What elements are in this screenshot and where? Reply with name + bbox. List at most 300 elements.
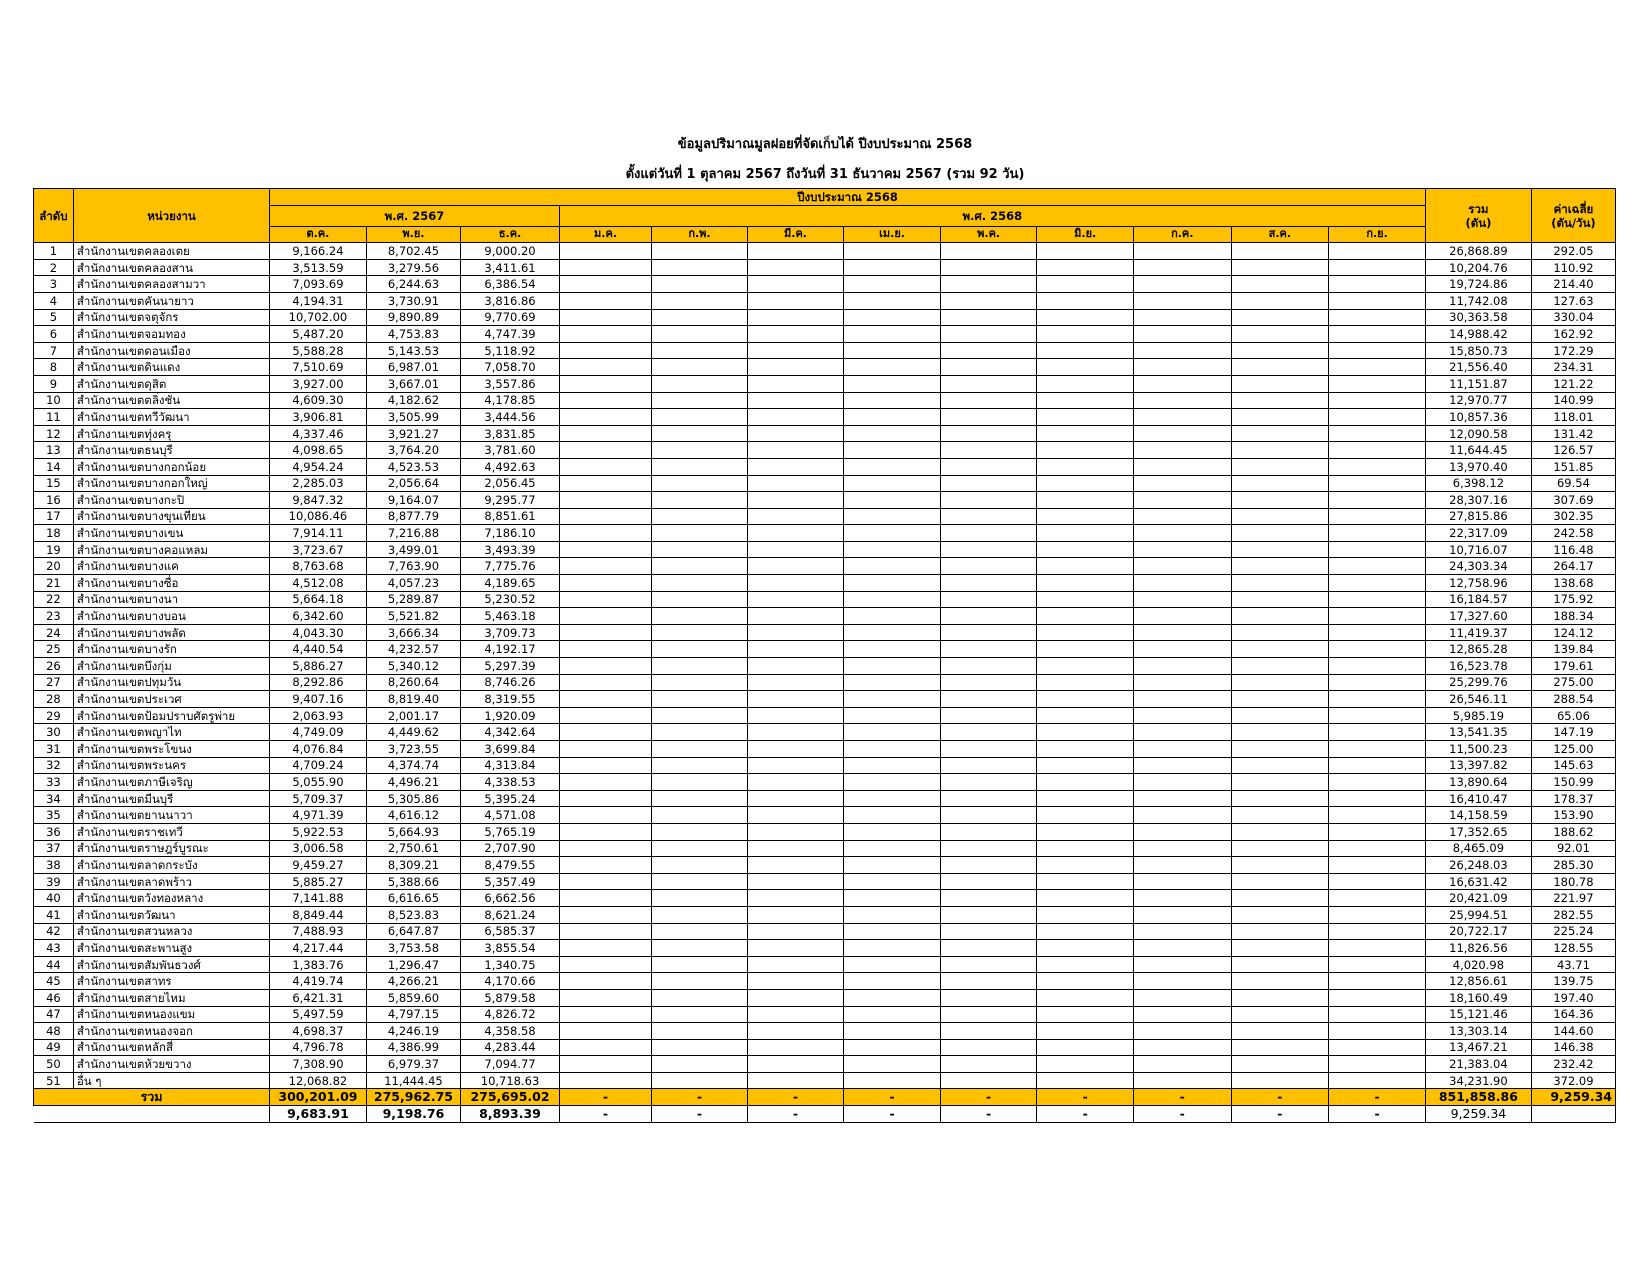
row-total: 14,988.42 [1425,326,1531,343]
row-month-empty [559,624,651,641]
row-month-empty [940,309,1037,326]
row-month-empty [559,1023,651,1040]
row-avg: 285.30 [1531,857,1615,874]
row-month-empty [747,409,844,426]
row-month-empty [652,774,748,791]
row-total: 12,970.77 [1425,392,1531,409]
row-month-empty [940,906,1037,923]
row-month-empty [1231,823,1329,840]
table-row [34,906,1616,923]
row-month-value: 5,487.20 [270,326,367,343]
row-avg: 124.12 [1531,624,1615,641]
row-month-value: 4,246.19 [366,1023,460,1040]
row-month-value: 3,444.56 [461,409,560,426]
row-avg: 139.84 [1531,641,1615,658]
row-total: 26,248.03 [1425,857,1531,874]
row-month-empty [844,375,941,392]
row-month-empty [940,425,1037,442]
row-total: 4,020.98 [1425,956,1531,973]
row-month-value: 5,297.39 [461,658,560,675]
row-month-value: 10,086.46 [270,508,367,525]
row-month-value: 4,797.15 [366,1006,460,1023]
row-total: 16,631.42 [1425,873,1531,890]
row-month-empty [747,790,844,807]
row-month-value: 3,764.20 [366,442,460,459]
row-month-value: 4,449.62 [366,724,460,741]
row-month-empty [1231,375,1329,392]
row-total: 28,307.16 [1425,492,1531,509]
row-month-empty [559,940,651,957]
row-seq: 19 [34,541,74,558]
row-month-empty [844,674,941,691]
month-header: พ.ย. [366,226,460,243]
row-month-value: 9,295.77 [461,492,560,509]
row-month-empty [747,1056,844,1073]
row-month-value: 3,927.00 [270,375,367,392]
row-month-value: 7,186.10 [461,525,560,542]
row-month-empty [559,409,651,426]
row-month-value: 9,847.32 [270,492,367,509]
row-month-empty [652,558,748,575]
row-month-empty [747,359,844,376]
row-month-empty [1329,292,1426,309]
row-month-empty [1231,757,1329,774]
total-month-value: 300,201.09 [270,1089,367,1106]
row-month-empty [844,923,941,940]
table-row [34,1056,1616,1073]
table-row [34,492,1616,509]
row-month-empty [940,475,1037,492]
avg-month-value: 9,198.76 [366,1106,460,1123]
row-total: 13,970.40 [1425,458,1531,475]
row-month-empty [844,741,941,758]
row-month-value: 4,217.44 [270,940,367,957]
row-month-empty [1231,541,1329,558]
row-month-empty [747,1039,844,1056]
row-month-empty [652,989,748,1006]
row-month-value: 3,279.56 [366,259,460,276]
row-month-value: 6,979.37 [366,1056,460,1073]
row-month-empty [1133,989,1231,1006]
row-month-value: 5,664.93 [366,823,460,840]
row-total: 13,467.21 [1425,1039,1531,1056]
row-month-empty [1231,442,1329,459]
row-month-empty [1037,707,1134,724]
row-month-empty [1133,641,1231,658]
row-month-empty [747,658,844,675]
row-avg: 69.54 [1531,475,1615,492]
row-month-value: 8,763.68 [270,558,367,575]
row-month-empty [747,973,844,990]
row-month-empty [844,392,941,409]
fiscal-year-header: ปีงบประมาณ 2568 [270,189,1426,206]
row-unit: สำนักงานเขตบางพลัด [73,624,269,641]
row-month-value: 4,194.31 [270,292,367,309]
row-month-empty [747,741,844,758]
row-month-empty [940,525,1037,542]
month-header: ก.พ. [652,226,748,243]
row-seq: 17 [34,508,74,525]
row-month-value: 9,770.69 [461,309,560,326]
row-unit: สำนักงานเขตจอมทอง [73,326,269,343]
avg-month-value: - [1133,1106,1231,1123]
row-month-empty [652,624,748,641]
row-month-value: 4,440.54 [270,641,367,658]
row-avg: 288.54 [1531,691,1615,708]
row-month-value: 1,383.76 [270,956,367,973]
row-month-empty [1329,973,1426,990]
row-month-value: 9,166.24 [270,243,367,260]
avg-month-value: - [940,1106,1037,1123]
row-month-empty [844,906,941,923]
row-avg: 162.92 [1531,326,1615,343]
row-seq: 35 [34,807,74,824]
row-month-value: 3,513.59 [270,259,367,276]
row-month-empty [1231,1006,1329,1023]
row-month-empty [1037,790,1134,807]
row-seq: 1 [34,243,74,260]
row-month-value: 5,588.28 [270,342,367,359]
row-month-empty [652,923,748,940]
row-month-empty [652,243,748,260]
row-month-empty [1329,1072,1426,1089]
row-month-empty [1231,790,1329,807]
row-month-empty [559,956,651,973]
row-month-value: 5,765.19 [461,823,560,840]
row-month-empty [747,873,844,890]
row-month-empty [747,243,844,260]
row-month-empty [1133,409,1231,426]
row-month-value: 11,444.45 [366,1072,460,1089]
row-month-empty [1037,624,1134,641]
row-seq: 9 [34,375,74,392]
row-month-value: 6,585.37 [461,923,560,940]
row-month-value: 3,709.73 [461,624,560,641]
row-unit: สำนักงานเขตสายไหม [73,989,269,1006]
row-total: 20,421.09 [1425,890,1531,907]
row-month-empty [1329,840,1426,857]
row-month-value: 4,283.44 [461,1039,560,1056]
row-month-empty [1231,973,1329,990]
table-row [34,890,1616,907]
row-month-empty [940,375,1037,392]
row-total: 19,724.86 [1425,276,1531,293]
row-avg: 214.40 [1531,276,1615,293]
row-month-empty [1329,1039,1426,1056]
row-avg: 150.99 [1531,774,1615,791]
row-month-empty [559,973,651,990]
row-month-empty [1037,392,1134,409]
row-month-empty [652,890,748,907]
row-month-empty [652,857,748,874]
row-avg: 139.75 [1531,973,1615,990]
row-unit: สำนักงานเขตยานนาวา [73,807,269,824]
row-month-empty [747,276,844,293]
row-seq: 11 [34,409,74,426]
row-month-empty [1329,492,1426,509]
row-month-empty [652,1072,748,1089]
row-seq: 51 [34,1072,74,1089]
row-month-empty [940,442,1037,459]
row-month-empty [747,1072,844,1089]
row-month-value: 3,557.86 [461,375,560,392]
row-total: 6,398.12 [1425,475,1531,492]
row-total: 15,121.46 [1425,1006,1531,1023]
row-avg: 92.01 [1531,840,1615,857]
row-month-empty [844,608,941,625]
table-row [34,425,1616,442]
row-month-empty [1037,492,1134,509]
row-month-empty [747,525,844,542]
row-month-empty [559,724,651,741]
row-unit: สำนักงานเขตบางขุนเทียน [73,508,269,525]
row-month-empty [844,807,941,824]
table-row [34,757,1616,774]
row-month-empty [559,1072,651,1089]
row-unit: สำนักงานเขตปทุมวัน [73,674,269,691]
row-month-empty [844,691,941,708]
row-month-empty [1133,707,1231,724]
row-month-empty [652,425,748,442]
row-month-empty [1329,591,1426,608]
row-month-empty [652,724,748,741]
row-month-empty [559,1056,651,1073]
row-month-value: 7,488.93 [270,923,367,940]
row-month-empty [559,873,651,890]
row-month-empty [1329,409,1426,426]
row-month-empty [1133,458,1231,475]
row-total: 27,815.86 [1425,508,1531,525]
row-month-empty [1037,873,1134,890]
row-month-value: 4,043.30 [270,624,367,641]
row-month-empty [1329,674,1426,691]
row-month-empty [1231,1072,1329,1089]
row-unit: สำนักงานเขตสะพานสูง [73,940,269,957]
row-month-empty [1133,1039,1231,1056]
row-avg: 127.63 [1531,292,1615,309]
report-title: ข้อมูลปริมาณมูลฝอยที่จัดเก็บได้ ปีงบประมาณ 2568 [677,137,973,152]
row-month-value: 4,496.21 [366,774,460,791]
row-month-value: 6,244.63 [366,276,460,293]
row-seq: 6 [34,326,74,343]
row-month-empty [1037,591,1134,608]
row-month-empty [559,807,651,824]
total-month-value: 275,962.75 [366,1089,460,1106]
table-row [34,442,1616,459]
row-month-empty [747,956,844,973]
row-month-empty [844,790,941,807]
row-month-empty [559,375,651,392]
row-total: 30,363.58 [1425,309,1531,326]
row-unit: สำนักงานเขตตลิ่งชัน [73,392,269,409]
row-total: 12,090.58 [1425,425,1531,442]
table-row [34,243,1616,260]
row-month-empty [1037,674,1134,691]
row-month-empty [652,823,748,840]
row-month-empty [1133,973,1231,990]
row-avg: 330.04 [1531,309,1615,326]
table-row [34,375,1616,392]
row-unit: สำนักงานเขตบางกอกใหญ่ [73,475,269,492]
row-total: 26,868.89 [1425,243,1531,260]
row-avg: 116.48 [1531,541,1615,558]
row-avg: 131.42 [1531,425,1615,442]
row-month-value: 5,922.53 [270,823,367,840]
row-month-value: 8,621.24 [461,906,560,923]
row-month-empty [652,309,748,326]
row-month-empty [1037,508,1134,525]
row-month-empty [1133,608,1231,625]
row-month-empty [940,1023,1037,1040]
row-month-value: 4,098.65 [270,442,367,459]
row-month-value: 4,709.24 [270,757,367,774]
row-total: 10,204.76 [1425,259,1531,276]
row-unit: สำนักงานเขตวังทองหลาง [73,890,269,907]
row-month-empty [844,658,941,675]
row-month-empty [1231,575,1329,592]
row-month-empty [844,641,941,658]
row-month-empty [1133,342,1231,359]
row-month-empty [1329,906,1426,923]
row-month-empty [940,276,1037,293]
total-month-value: 275,695.02 [461,1089,560,1106]
row-month-empty [559,790,651,807]
row-month-empty [559,641,651,658]
table-row [34,1023,1616,1040]
row-month-empty [844,276,941,293]
row-month-empty [1037,857,1134,874]
row-month-empty [940,1039,1037,1056]
row-total: 17,327.60 [1425,608,1531,625]
row-month-value: 5,305.86 [366,790,460,807]
row-month-empty [1231,309,1329,326]
row-month-empty [1133,890,1231,907]
row-seq: 29 [34,707,74,724]
row-avg: 242.58 [1531,525,1615,542]
row-month-empty [747,375,844,392]
row-month-empty [1037,973,1134,990]
row-month-empty [747,906,844,923]
table-row [34,591,1616,608]
row-seq: 7 [34,342,74,359]
row-month-empty [844,326,941,343]
row-month-empty [652,757,748,774]
row-month-empty [652,591,748,608]
row-seq: 26 [34,658,74,675]
row-seq: 22 [34,591,74,608]
month-header: ธ.ค. [461,226,560,243]
row-month-empty [1037,342,1134,359]
row-month-empty [1329,658,1426,675]
row-month-value: 4,358.58 [461,1023,560,1040]
row-unit: สำนักงานเขตดินแดง [73,359,269,376]
row-month-value: 5,118.92 [461,342,560,359]
row-month-empty [1133,558,1231,575]
table-row [34,873,1616,890]
row-unit: สำนักงานเขตบางซื่อ [73,575,269,592]
row-month-empty [747,425,844,442]
row-month-empty [1231,259,1329,276]
row-month-empty [1037,1072,1134,1089]
row-month-empty [1037,989,1134,1006]
row-month-empty [1329,1023,1426,1040]
table-row [34,525,1616,542]
avg-month-value: 9,683.91 [270,1106,367,1123]
row-month-empty [1329,475,1426,492]
row-month-value: 4,616.12 [366,807,460,824]
row-month-empty [844,359,941,376]
row-month-empty [559,575,651,592]
row-month-empty [559,840,651,857]
row-month-value: 1,296.47 [366,956,460,973]
row-unit: สำนักงานเขตบึงกุ่ม [73,658,269,675]
row-unit: สำนักงานเขตราชเทวี [73,823,269,840]
row-month-empty [1329,558,1426,575]
avg-month-value: - [559,1106,651,1123]
row-month-value: 6,386.54 [461,276,560,293]
row-month-empty [559,707,651,724]
row-month-empty [1329,1056,1426,1073]
row-unit: สำนักงานเขตบางนา [73,591,269,608]
row-month-value: 3,906.81 [270,409,367,426]
row-month-value: 2,285.03 [270,475,367,492]
row-month-empty [747,757,844,774]
row-month-empty [1133,658,1231,675]
row-unit: สำนักงานเขตทุ่งครุ [73,425,269,442]
table-row [34,973,1616,990]
row-month-value: 5,497.59 [270,1006,367,1023]
row-month-empty [940,691,1037,708]
row-month-empty [652,276,748,293]
row-seq: 45 [34,973,74,990]
row-month-value: 12,068.82 [270,1072,367,1089]
row-month-empty [1329,575,1426,592]
row-month-empty [1133,575,1231,592]
row-month-empty [940,342,1037,359]
total-month-value: - [1037,1089,1134,1106]
table-row [34,276,1616,293]
row-seq: 43 [34,940,74,957]
row-month-empty [940,989,1037,1006]
row-month-empty [1037,475,1134,492]
row-month-empty [747,940,844,957]
row-month-empty [844,707,941,724]
row-seq: 15 [34,475,74,492]
total-month-value: - [559,1089,651,1106]
row-total: 12,758.96 [1425,575,1531,592]
row-month-value: 4,182.62 [366,392,460,409]
row-month-empty [940,890,1037,907]
row-month-empty [1231,1023,1329,1040]
row-month-empty [652,608,748,625]
row-month-empty [1231,873,1329,890]
row-month-value: 4,749.09 [270,724,367,741]
total-month-value: - [1231,1089,1329,1106]
row-month-empty [1037,243,1134,260]
row-month-empty [844,1039,941,1056]
row-avg: 164.36 [1531,1006,1615,1023]
row-month-empty [940,658,1037,675]
row-month-empty [1133,741,1231,758]
row-month-empty [747,774,844,791]
row-unit: สำนักงานเขตดอนเมือง [73,342,269,359]
row-month-empty [844,956,941,973]
row-month-empty [1037,823,1134,840]
row-month-empty [1037,409,1134,426]
row-month-empty [1133,724,1231,741]
row-unit: สำนักงานเขตบางกอกน้อย [73,458,269,475]
row-seq: 38 [34,857,74,874]
